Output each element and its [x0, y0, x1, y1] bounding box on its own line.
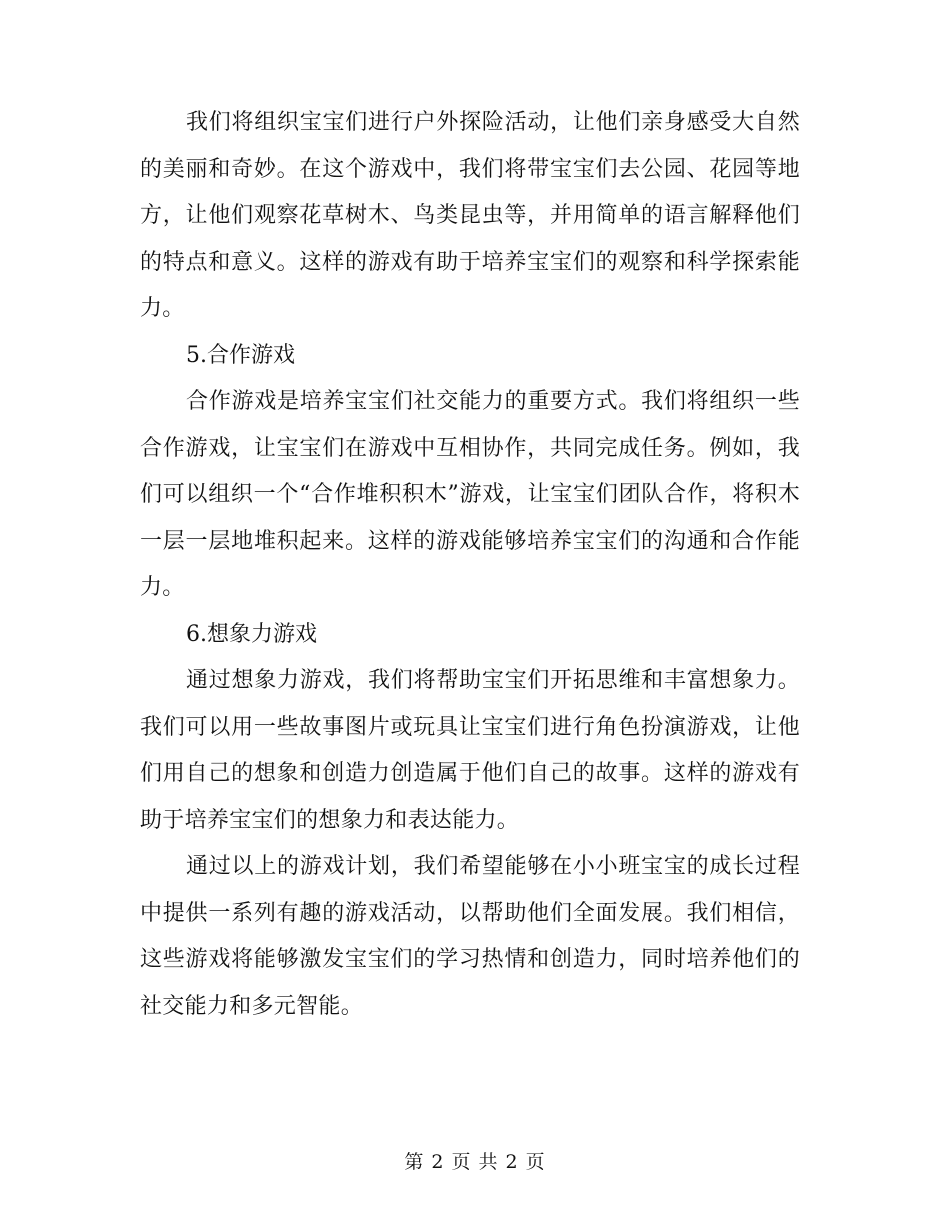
- document-body: [140, 100, 800, 1030]
- paragraph-conclusion: 通过以上的游戏计划，我们希望能够在小小班宝宝的成长过程中提供一系列有趣的游戏活动，以帮助他们全面发展。我们相信，这些游戏将能够激发宝宝们的学习热情和创造力，同时培养他们的社交能力和多元智能。: [140, 854, 800, 1019]
- page-number-footer: 第 2 页 共 2 页: [404, 1151, 546, 1173]
- paragraph-outdoor-exploration: 我们将组织宝宝们进行户外探险活动，让他们亲身感受大自然的美丽和奇妙。在这个游戏中，我们将带宝宝们去公园、花园等地方，让他们观察花草树木、鸟类昆虫等，并用简单的语言解释他们的特点和意义。这样的游戏有助于培养宝宝们的观察和科学探索能力。: [140, 110, 800, 321]
- section-heading-imagination-game: 6.想象力游戏: [186, 621, 317, 647]
- paragraph-imagination-game: 通过想象力游戏，我们将帮助宝宝们开拓思维和丰富想象力。我们可以用一些故事图片或玩具让宝宝们进行角色扮演游戏，让他们用自己的想象和创造力创造属于他们自己的故事。这样的游戏有助于培养宝宝们的想象力和表达能力。: [140, 668, 800, 833]
- paragraph-cooperation-game: 合作游戏是培养宝宝们社交能力的重要方式。我们将组织一些合作游戏，让宝宝们在游戏中互相协作，共同完成任务。例如，我们可以组织一个“合作堆积积木”游戏，让宝宝们团队合作，将积木一层一层地堆积起来。这样的游戏能够培养宝宝们的沟通和合作能力。: [140, 389, 800, 600]
- section-heading-cooperation-game: 5.合作游戏: [186, 342, 295, 368]
